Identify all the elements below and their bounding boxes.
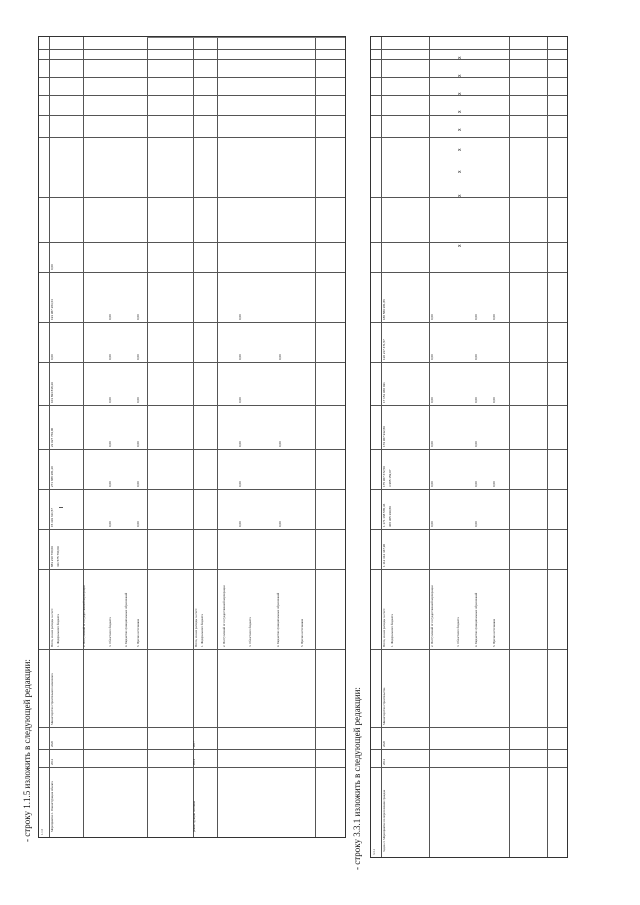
table2-title: Задача 3. Мероприятие по переселению граждан — [382, 789, 386, 852]
table1-title: Мероприятие 1. Реконструкция объекта — [50, 781, 54, 832]
t1-total-2: 15 391 611,57 — [50, 508, 54, 527]
t1-zero: 0,00 — [136, 481, 140, 487]
t1-zero: 0,00 — [136, 354, 140, 360]
t1-src2-1: 1. Федерального бюджета — [200, 614, 204, 647]
t2-zero: 0,00 — [474, 521, 478, 527]
t2-src-3: 3. Областного бюджета — [456, 617, 460, 647]
t2-zero: 0,00 — [474, 354, 478, 360]
t1-total-3: 271 688 381,20 — [50, 466, 54, 487]
t1-total-6: 0,00 — [50, 354, 54, 360]
table-bottom — [370, 36, 568, 858]
t2-total-1: 1 171 168 565,36 — [382, 503, 386, 527]
t1-src2-2: 2. Поступлений от государственной корпорации — [222, 585, 226, 647]
t2-total-7: 130 217 471,57 — [382, 339, 386, 360]
table2-year-end: 2020 — [382, 741, 386, 747]
t1-total-7: 193 987 283,64 — [50, 299, 54, 320]
t2-total-8: 180 589 381,86 — [382, 299, 386, 320]
table1-second-title: реконструкции плотины — [192, 800, 196, 832]
t2-total-2: 306 305 399,89 — [388, 506, 392, 527]
t2-zero: 0,00 — [430, 354, 434, 360]
t1-src-3: 3. Областного бюджета — [108, 617, 112, 647]
table2-year-start: 2014 — [382, 759, 386, 765]
t2-src-1: 1. Федерального бюджета — [390, 614, 394, 647]
t2-zero: 0,00 — [474, 481, 478, 487]
t1-zero: 0,00 — [278, 441, 282, 447]
t2-zero: 0,00 — [474, 314, 478, 320]
t1-zero: 0,00 — [136, 397, 140, 403]
t2-zero: 0,00 — [430, 314, 434, 320]
t2-src-4: 4. Бюджетов муниципальных образований — [474, 592, 478, 647]
x-mark: x — [457, 74, 463, 77]
x-mark: x — [457, 92, 463, 95]
t1-zero: 0,00 — [238, 441, 242, 447]
table1-year-start: 2014 — [50, 759, 54, 765]
x-mark: x — [457, 244, 463, 247]
t1-zero: 0,00 — [136, 314, 140, 320]
t1-src-2: 2. Поступлений от государственной корпорации — [82, 585, 86, 647]
t1-zero: 0,00 — [108, 354, 112, 360]
t1-zero: 0,00 — [238, 354, 242, 360]
table2-executor: Министерство строительства — [382, 687, 386, 725]
t1-total-1: 411 575 760,09 — [56, 546, 60, 567]
t1-zero: 0,00 — [278, 521, 282, 527]
t1-src-5: 5. Прочих источников — [136, 618, 140, 647]
t2-src-0: Всего, из них расходы за счет: — [382, 608, 386, 647]
table1-executor: Министерство строительного комплекса — [50, 673, 54, 725]
table1-second-year-start: 2014 — [192, 759, 196, 765]
t2-src-5: 5. Прочих источников — [492, 618, 496, 647]
t1-src2-4: 4. Бюджетов муниципальных образований — [276, 592, 280, 647]
t2-zero: 0,00 — [474, 441, 478, 447]
t1-src2-5: 5. Прочих источников — [300, 618, 304, 647]
t1-total-4: 23 927 769,00 — [50, 427, 54, 447]
t1-src2-0: Всего, из них расходы за счет: — [194, 608, 198, 647]
dash-mark — [59, 507, 63, 508]
t2-zero: 0,00 — [430, 397, 434, 403]
t2-src-2: 2. Поступлений от государственной корпорации — [430, 585, 434, 647]
t1-src-0: Всего, из них расходы за счет: — [50, 608, 54, 647]
t2-total-5: 179 967 932,89 — [382, 426, 386, 447]
table1-row-no: 1.1.5 — [40, 829, 44, 835]
t1-src-1: 1. Федерального бюджета — [56, 614, 60, 647]
x-mark: x — [457, 194, 463, 197]
t1-src-4: 4. Бюджетов муниципальных образований — [124, 592, 128, 647]
x-mark: x — [457, 110, 463, 113]
t2-zero: 0,00 — [430, 481, 434, 487]
caption-bottom: - строку 3.3.1 изложить в следующей редакции: — [352, 687, 362, 870]
x-mark: x — [457, 56, 463, 59]
x-mark: x — [457, 170, 463, 173]
t2-total-3: 3 985 159,07 — [388, 469, 392, 487]
t1-zero: 0,00 — [238, 397, 242, 403]
t1-zero: 0,00 — [108, 397, 112, 403]
t1-zero: 0,00 — [136, 441, 140, 447]
t1-total-5: 103 894 838,29 — [50, 382, 54, 403]
t2-total-0: 1 112 312 447,90 — [382, 543, 386, 567]
t2-zero: 0,00 — [474, 397, 478, 403]
x-mark: x — [457, 148, 463, 151]
table1-second-year-end: 2017 — [192, 741, 196, 747]
t2-zero: 0,00 — [492, 314, 496, 320]
t2-zero: 0,00 — [492, 481, 496, 487]
t2-zero: 0,00 — [430, 521, 434, 527]
table2-row-no: 3.3.1 — [372, 849, 376, 855]
caption-top: - строку 1.1.5 изложить в следующей редакции: — [22, 659, 32, 842]
t1-zero: 0,00 — [108, 481, 112, 487]
t1-src2-3: 3. Областного бюджета — [248, 617, 252, 647]
t2-total-6: 17 151 960 491 — [382, 382, 386, 403]
t1-zero: 0,00 — [108, 521, 112, 527]
t1-zero: 0,00 — [238, 521, 242, 527]
t2-zero: 0,00 — [492, 397, 496, 403]
t1-total-8: 0,00 — [50, 264, 54, 270]
t1-zero: 0,00 — [238, 481, 242, 487]
table-top — [38, 36, 346, 838]
table1-year-end: 2020 — [50, 741, 54, 747]
t1-zero: 0,00 — [238, 314, 242, 320]
t1-zero: 0,00 — [278, 354, 282, 360]
t1-zero: 0,00 — [108, 314, 112, 320]
t1-zero: 0,00 — [108, 441, 112, 447]
t2-total-4: 175 967 672,59 — [382, 466, 386, 487]
t1-total-0: 883 210 760,09 — [50, 546, 54, 567]
x-mark: x — [457, 128, 463, 131]
t2-zero: 0,00 — [430, 441, 434, 447]
t1-zero: 0,00 — [136, 521, 140, 527]
